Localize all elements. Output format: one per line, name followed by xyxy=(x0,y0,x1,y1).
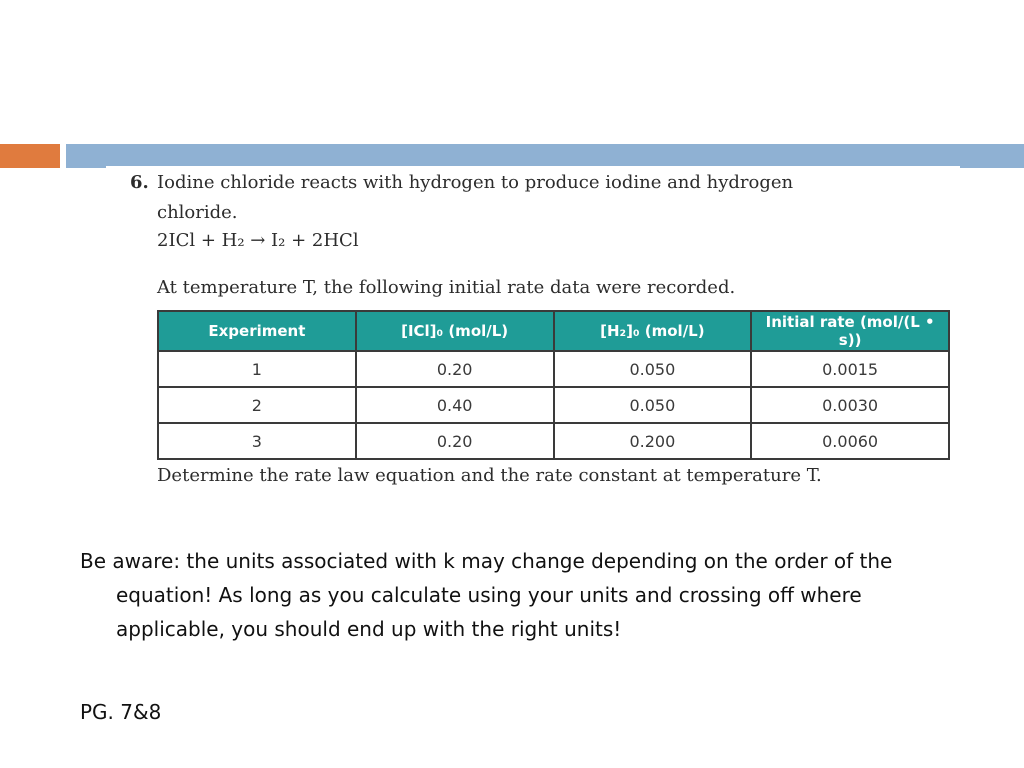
accent-bar-orange xyxy=(0,144,60,168)
units-note xyxy=(80,544,970,646)
column-header: [H₂]₀ (mol/L) xyxy=(554,311,752,351)
column-header: Experiment xyxy=(158,311,356,351)
reaction-equation: 2ICl + H₂ → I₂ + 2HCl xyxy=(157,230,359,251)
data-intro: At temperature T, the following initial rate data were recorded. xyxy=(157,277,736,298)
question-prompt: Determine the rate law equation and the rate constant at temperature T. xyxy=(157,465,822,486)
table-cell: 2 xyxy=(158,387,356,423)
question-line-1: Iodine chloride reacts with hydrogen to produce iodine and hydrogen xyxy=(157,172,794,193)
table-cell: 0.0030 xyxy=(751,387,949,423)
column-header: [ICl]₀ (mol/L) xyxy=(356,311,554,351)
table-row xyxy=(158,387,949,423)
table-cell: 0.050 xyxy=(554,387,752,423)
table-row xyxy=(158,351,949,387)
table-cell: 0.0015 xyxy=(751,351,949,387)
table-cell: 0.200 xyxy=(554,423,752,459)
table-cell: 0.20 xyxy=(356,423,554,459)
question-line-2: chloride. xyxy=(157,202,238,223)
problem-image xyxy=(106,166,960,496)
table-cell: 0.40 xyxy=(356,387,554,423)
table-header-row xyxy=(158,311,949,351)
table-cell: 0.050 xyxy=(554,351,752,387)
units-note-text: Be aware: the units associated with k may change depending on the order of the equation! As long as you calculate using your units and crossing off where applicable, you should end up with the right units! xyxy=(80,549,893,641)
question-number: 6. xyxy=(130,172,149,193)
table-cell: 1 xyxy=(158,351,356,387)
table-cell: 0.20 xyxy=(356,351,554,387)
table-cell: 0.0060 xyxy=(751,423,949,459)
column-header: Initial rate (mol/(L • s)) xyxy=(751,311,949,351)
table-row xyxy=(158,423,949,459)
rate-data-table xyxy=(157,310,950,460)
accent-bar-blue xyxy=(66,144,1024,168)
table-cell: 3 xyxy=(158,423,356,459)
page-reference: PG. 7&8 xyxy=(80,700,162,724)
